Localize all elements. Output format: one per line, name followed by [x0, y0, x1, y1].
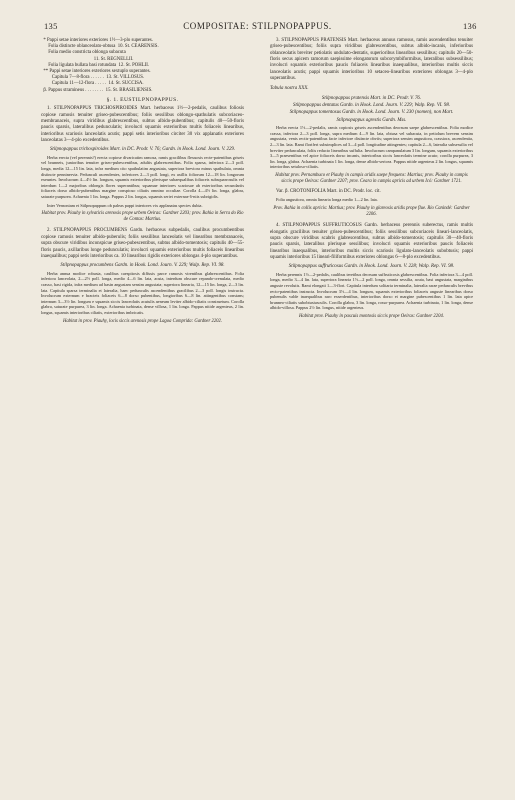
species-1-note: Inter Vernoniam et Stilpnopappum ob paleas pappi interiores vix applanatas species dubia. — [47, 202, 203, 208]
page-number-right: 136 — [463, 21, 477, 31]
species-1-name: 1. STILPNOPAPPUS TRICHOSPIROIDES Mart. — [47, 106, 152, 112]
species-1-description: Herba erecta (vel perennis?) erecta copiose divaricatim ramosa, ramis gracilibus flexuosis recte-patentibus griseis vel brunneis, junioribus tenuiter griseo-pubescentibus, adultis glabrescentibus. Folia sparsa, inferiora 2—3 poll. longa, media 12—15 lin. lata, infra medium cito spathulatim angustata, superiora breviora minus spathulata, omnia distincte penninervia. Pedunculi ascendentes, inferiores 2—3 poll. longi, ex axillis foliorum 12—18 lin. longorum exeuntes. Involucrum 4—4½ lin. longum, squamis exterioribus plerisque subaequalibus foliaceis subsquarrosulis vel interdum 1—2 majoribus oblongis flores superantibus; squamae interiores scariosae ab exterioribus secundariis foliaceis dorso albido-pubentibus margine conspicuo ciliatis omnino occultae. Corolla 4—4½ lin. longa, glabra, saturate purpurea. Achaenia 1 lin. longa. Pappus 2 lin. longus, squamis seriei externae 6-niis subrigidis. — [41, 154, 244, 199]
species-2-diagnosis — [41, 228, 244, 260]
key-line: ** Pappi setae interiores exteriores sextuplo superantes. — [41, 69, 151, 75]
key-line: Folia ligulata bullata basi rotundata 12. St. POHLII. — [41, 62, 150, 68]
species-4-description: Herba perennis 1½—2-pedalis, caulibus teretibus deorsum suffruticosis glabrescentibus. Folia inferiora 3—4 poll. longa, medio 3—4 lin. lata, superiora linearia 1½—2 poll. longa, omnia sessilia, acuta, basi angustata, marginibus anguste revolutis. Rami elongati 1—3-flori. Capitula interdum solitaria terminalia, lateralia rarae pedunculis brevibus recto-patentibus instructa. Involucrum 3½—4 lin. longum, squamis exterioribus foliaceis anguste linearibus dorso pubenulis valde inaequalibus raro exserdentibus, interioribus dorso et margine pubescentibus 1 lin. lata apice brunneo-ciliatis subobtusiusculis. Corolla glabra, 3 lin. longa, rosso-purpurea. Achaenia turbinata, 1 lin. longa, dense albido-villosa. Pappus 2½ lin. longus, nitide argenteus. — [270, 271, 473, 311]
variety-description: Folia angustiora, omnia linearia longa medio 1—2 lin. lata. — [276, 197, 378, 203]
species-4-diagnosis — [270, 223, 473, 261]
species-1-diagnosis — [41, 106, 244, 144]
species-1-habitat: Habitat prov. Piauhy in sylvaticis arenosis prope urbem Oeiras: Gardner 2203; prov. Bahia in Serra do Rio de Contas: Martius. — [41, 211, 244, 223]
species-4-name: 4. STILPNOPAPPUS SUFFRUTICOSUS Gardn. — [276, 223, 378, 229]
species-2-habitat: Habitat in prov. Piauhy, locis siccis arenosis prope Lagoa Comprida: Gardner 2202. — [62, 318, 223, 324]
key-line: β. Pappus stramineus . . . . . . . . 15. St. BRASILIENSIS. — [41, 87, 153, 93]
species-3-synonym: Stilpnopappus dentatus Gardn. in Hook. Lond. Journ. V. 229; Walp. Rep. VI. 98. — [293, 103, 450, 109]
species-3-synonym: Stilpnopappus tomentosus Gardn. in Hook. Lond. Journ. V. 230 (nomen), non Mart. — [289, 110, 454, 116]
key-line: Capitula 7—8-flora . . . . . . 13. St. VILLOSUS. — [41, 75, 145, 81]
running-title: COMPOSITAE: STILPNOPAPPUS. — [183, 21, 332, 31]
species-1-desc: herbaceus 1½—2-pedalis, caulibus foliosis copiose ramosis tenuiter griseo-pubescentibus; foliis sessilibus oblongo-spathulatis subcoriaceo-membranaceis, supra viridibus glabrescentibus, subtus albido-pubentibus; capitulis 40—50-floris paucis sparsis, lateralibus pedunculatis; involucri squamis exterioribus multis foliaceis linearibus, interioribus scariosis lanceolatis acutis; pappi setis interioribus circiter 30 vix applanatis exteriores lanceolatas 3—4-plo excedentibus. — [41, 106, 244, 143]
species-4-desc: herbaceus perennis suberectus, ramis multis elongatis gracilibus tenuiter griseo-pubescentibus; foliis sessilibus subcoriaceis lineari-lanceolatis, supra obscure viridibus scabris glabrescentibus, subtus albido-tomentosis; capitulis 30—40-floris paucis sparsis, lateralibus plerisque sessilibus; involucri squamis exterioribus paucis foliaceis linearibus inaequalibus, interioribus multis siccis scariosis ligulato-lanceolatis subobtusis; pappi squamis interioribus 15 lineari-filiformibus exteriores oblongas 6—8-plo excedentibus. — [270, 223, 474, 260]
key-line: * Pappi setae interiores exteriores 1½—3-plo superantes. — [41, 38, 153, 43]
plate-reference: Tabula nostra XXX. — [270, 86, 309, 92]
species-2-desc: herbaceus subpedalis, caulibus procumbentibus copiose ramosis tenuiter albido-puberulis; foliis sessilibus lanceolatis vel linearibus membranaceis, supra obscure viridibus inconspicue griseo-pubescentibus, subtus albido-tomentosis; capitulis 40—55-floris paucis, axillaribus longe pedunculatis; involucri squamis exterioribus multis foliaceis linearibus inaequalibus; pappi setis interioribus ca. 10 linearibus rigidis exteriores oblongas 4-plo superantibus. — [41, 228, 244, 259]
key-line: Folia medio constricta oblonga subacuta — [41, 50, 126, 56]
species-2-citation: Stilpnopappus procumbens Gardn. in Hook. Lond. Journ. V. 229; Walp. Rep. VI. 98. — [60, 263, 225, 269]
species-3-description: Herba erecta 1½—2-pedalis, ramis copiosis griseis ascendentibus deorsum saepe glabrescentibus. Folia modice crassa, inferiora 2—3 poll. longa, supra medium 4—9 lin. lata, obtusa vel subacuta, in petiolum brevem sensim angustata, venis rectis-patentibus facie inferiore distincte obviis; superiora sensim angustiora, crassiora, ascendentia, 2—3 lin. lata. Rami floriferi subsimplices ad 3—4 poll. longitudine attingentes; capitula 2—6, lateralia subsessilia vel breviter pedunculata, foliis reducto linearibus suffulta. Involucrum campanulatum 3 lin. longum, squamis exterioribus 3—5 praesentibus vel apice foliaceis dorso incanis, interioribus siccis lanceolatis termine acuto; corolla purpurea, 3 lin. longa, glabra. Achaenia turbinata 1 lin. longa, dense albido-sericea. Pappus nitide argenteus 2 lin. longus, squamis interioribus setuloso-ciliatis. — [270, 125, 473, 170]
species-key — [41, 38, 244, 94]
left-column — [41, 38, 244, 328]
variety-heading: Var. β. CROTONIFOLIA Mart. in DC. Prodr. loc. cit. — [276, 189, 381, 195]
section-heading: §. 1. EUSTILPNOPAPPUS. — [106, 96, 179, 103]
species-3-diagnosis — [270, 38, 473, 82]
species-3-citation: Stilpnopappus pratensis Mart. in DC. Prodr. V. 76. — [321, 95, 422, 101]
right-column — [270, 38, 473, 323]
key-line: 11. St. REGNELLII. — [41, 56, 134, 62]
species-3-synonym: Stilpnopappus agrestis Gardn. Mss. — [336, 117, 407, 123]
species-4-habitat: Habitat prov. Piauhy in pascuis montosis siccis prope Oeiras: Gardner 2204. — [299, 314, 444, 320]
variety-habitat: Prov. Bahia in collis apricis: Martius; prov. Piauhy in glareosis aridis prope flue. Rio Canindé: Gardner 2206. — [273, 206, 470, 218]
page-number-left: 135 — [44, 21, 58, 31]
species-4-citation: Stilpnopappus suffruticosus Gardn. in Hook. Lond. Journ. V. 228; Walp. Rep. VI. 98. — [288, 264, 455, 270]
key-line: Folia distincte oblanceolato-obtusa 10. St. CEARENSIS. — [41, 44, 159, 50]
species-1-citation: Stilpnopappus trichospiroides Mart. in DC. Prodr. V. 76; Gardn. in Hook. Lond. Journ. V. 229. — [49, 147, 236, 153]
species-2-description: Herba annua modice robusta, caulibus caespitosis diffusis parce ramosis virentibus glabrescentibus. Folia inferiora lanceolata, 2—2½ poll. longa, medio 4—6 lin. lata, acuta, interdum obscure repando-crenulata, medio crasso, basi rigida, infra medium ad basin angustam sensim angustata; superiora linearia, 12—15 lin. longa, 2—3 lin. lata. Capitula sparsa terminalia et lateralia, haec pedunculis ascendentibus gracilibus 2—3 poll. longis instructa. Involucrum externum e bracteis foliaceis 6—8 dorso pubentibus, longioribus 6—8 lin. attingentibus constans; internum 3—3½ lin. longum e squamis siccis lanceolatis acutulis aeneum leviter albido-ciliatis construetum. Corolla glabra, saturate purpurea, 3 lin. longa. Achaenia turbinata, dense villosa, 1 lin. longa. Pappus nitide argenteus, 2 lin. longus, squamis interioribus ciliatis, exterioribus imbricatis. — [41, 270, 244, 315]
species-3-desc: herbaceus annuus ramosus, ramis ascendentibus tenuiter griseo-pubescentibus; foliis supra viridibus glabrescentibus, subtus albido-incanis, inferioribus oblanceolatis breviter petiolatis undulato-dentatis, superioribus linearibus sessilibus; capitulis 20—50-floris secus apicem ramorum saepissime elongatorum subcorymbiformibus, lateralibus subsessilibus; involucri squamis exterioribus paucis foliaceis linearibus inaequalibus, interioribus multis siccis lanceolatis acutis; pappi squamis interioribus 10 setaceo-linearibus exteriores oblongas 3—4-plo superantibus. — [270, 38, 473, 82]
species-3-name: 3. STILPNOPAPPUS PRATENSIS Mart. — [276, 38, 359, 43]
species-2-name: 2. STILPNOPAPPUS PROCUMBENS Gardn. — [47, 228, 144, 234]
key-line: Capitula 11—12-flora . . . . . 14. St. SUCCISA. — [41, 81, 144, 87]
species-3-habitat: Habitat prov. Pernambuco et Piauhy in campis aridis saepe frequens: Martius; prov. Piauhy in campis siccis prope Oeiras: Gardner 2207; prov. Ceara in campis apricis ad urbem Icó: Gardner 1721. — [275, 173, 468, 185]
